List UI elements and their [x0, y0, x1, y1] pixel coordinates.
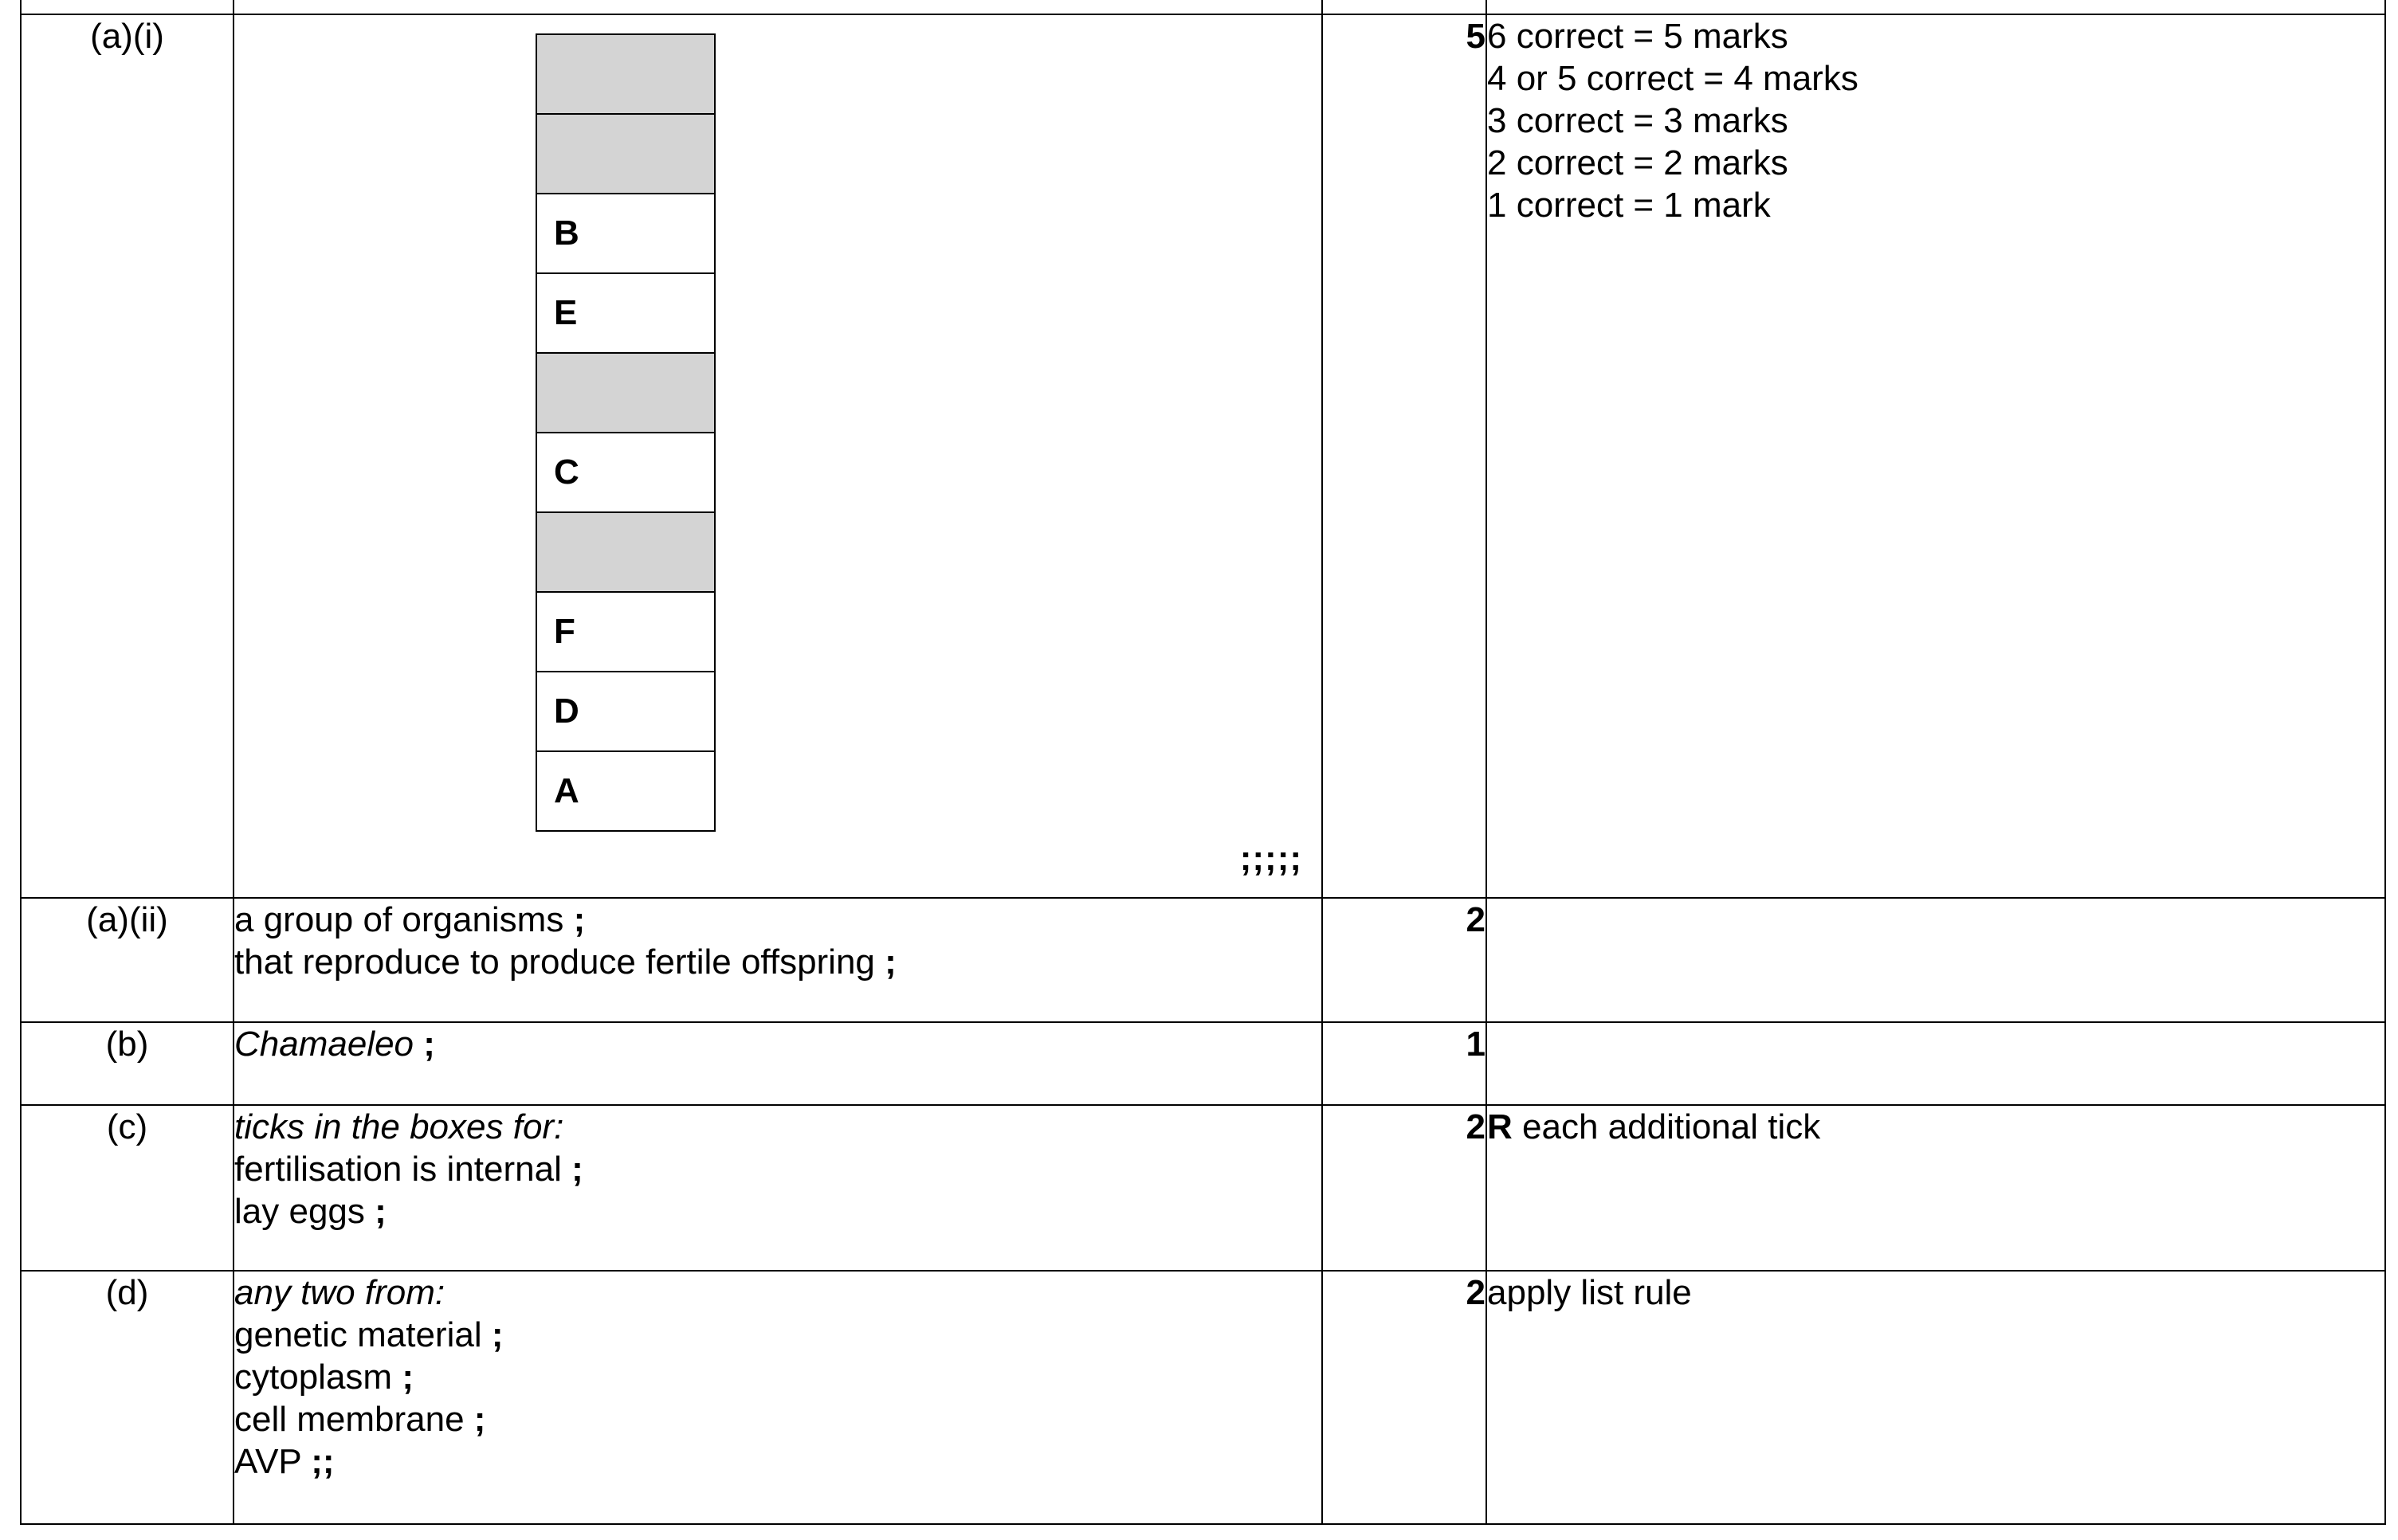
guidance-line: 3 correct = 3 marks [1487, 101, 1788, 140]
sequence-box: D [536, 672, 715, 751]
marks: 1 [1322, 1022, 1486, 1105]
answer-line: cell membrane ; [234, 1400, 486, 1439]
answer-line: AVP ;; [234, 1442, 335, 1481]
question-number: (b) [21, 1022, 234, 1105]
guidance-cell [1486, 898, 2385, 1022]
question-number: (c) [21, 1105, 234, 1271]
marking-points: ;;;;; [1239, 839, 1302, 878]
answer-intro: ticks in the boxes for: [234, 1107, 564, 1146]
answer-cell [234, 14, 1322, 898]
answer-cell [234, 1022, 1322, 1105]
sequence-box [536, 34, 715, 114]
answer-line: fertilisation is internal ; [234, 1150, 583, 1189]
marks: 2 [1322, 1105, 1486, 1271]
table-row [21, 1105, 2385, 1271]
table-row [21, 0, 2385, 14]
table-row [21, 14, 2385, 898]
marks: 2 [1322, 1271, 1486, 1524]
guidance-line: 2 correct = 2 marks [1487, 143, 1788, 182]
sequence-box: A [536, 751, 715, 831]
question-number: (d) [21, 1271, 234, 1524]
answer-line: genetic material ; [234, 1315, 504, 1354]
sequence-boxes [536, 33, 716, 832]
answer-line: lay eggs ; [234, 1192, 387, 1231]
marks: 2 [1322, 898, 1486, 1022]
marks: 5 [1322, 14, 1486, 898]
sequence-box: B [536, 194, 715, 273]
table-row [21, 1022, 2385, 1105]
sequence-box [536, 512, 715, 592]
answer-line: that reproduce to produce fertile offspring ; [234, 942, 897, 982]
guidance-cell [1486, 1105, 2385, 1271]
guidance-line: 1 correct = 1 mark [1487, 186, 1771, 225]
answer-cell [234, 1271, 1322, 1524]
guidance-cell: apply list rule [1486, 1271, 2385, 1524]
answer-line: cytoplasm ; [234, 1358, 414, 1397]
guidance-line: 6 correct = 5 marks [1487, 17, 1788, 56]
guidance-line: 4 or 5 correct = 4 marks [1487, 59, 1858, 98]
answer-line: a group of organisms ; [234, 900, 586, 939]
sequence-box [536, 353, 715, 433]
answer-line: Chamaeleo ; [234, 1025, 435, 1064]
guidance-cell [1486, 14, 2385, 898]
reject-code: R [1487, 1107, 1513, 1146]
answer-cell [234, 898, 1322, 1022]
sequence-box: C [536, 433, 715, 512]
sequence-box: E [536, 273, 715, 353]
answer-intro: any two from: [234, 1273, 445, 1312]
guidance-line: R each additional tick [1487, 1107, 1821, 1146]
mark-scheme-table [20, 0, 2386, 1525]
question-number: (a)(ii) [21, 898, 234, 1022]
table-row [21, 1271, 2385, 1524]
table-row [21, 898, 2385, 1022]
sequence-box [536, 114, 715, 194]
sequence-box: F [536, 592, 715, 672]
answer-cell [234, 1105, 1322, 1271]
question-number: (a)(i) [21, 14, 234, 898]
guidance-cell [1486, 1022, 2385, 1105]
